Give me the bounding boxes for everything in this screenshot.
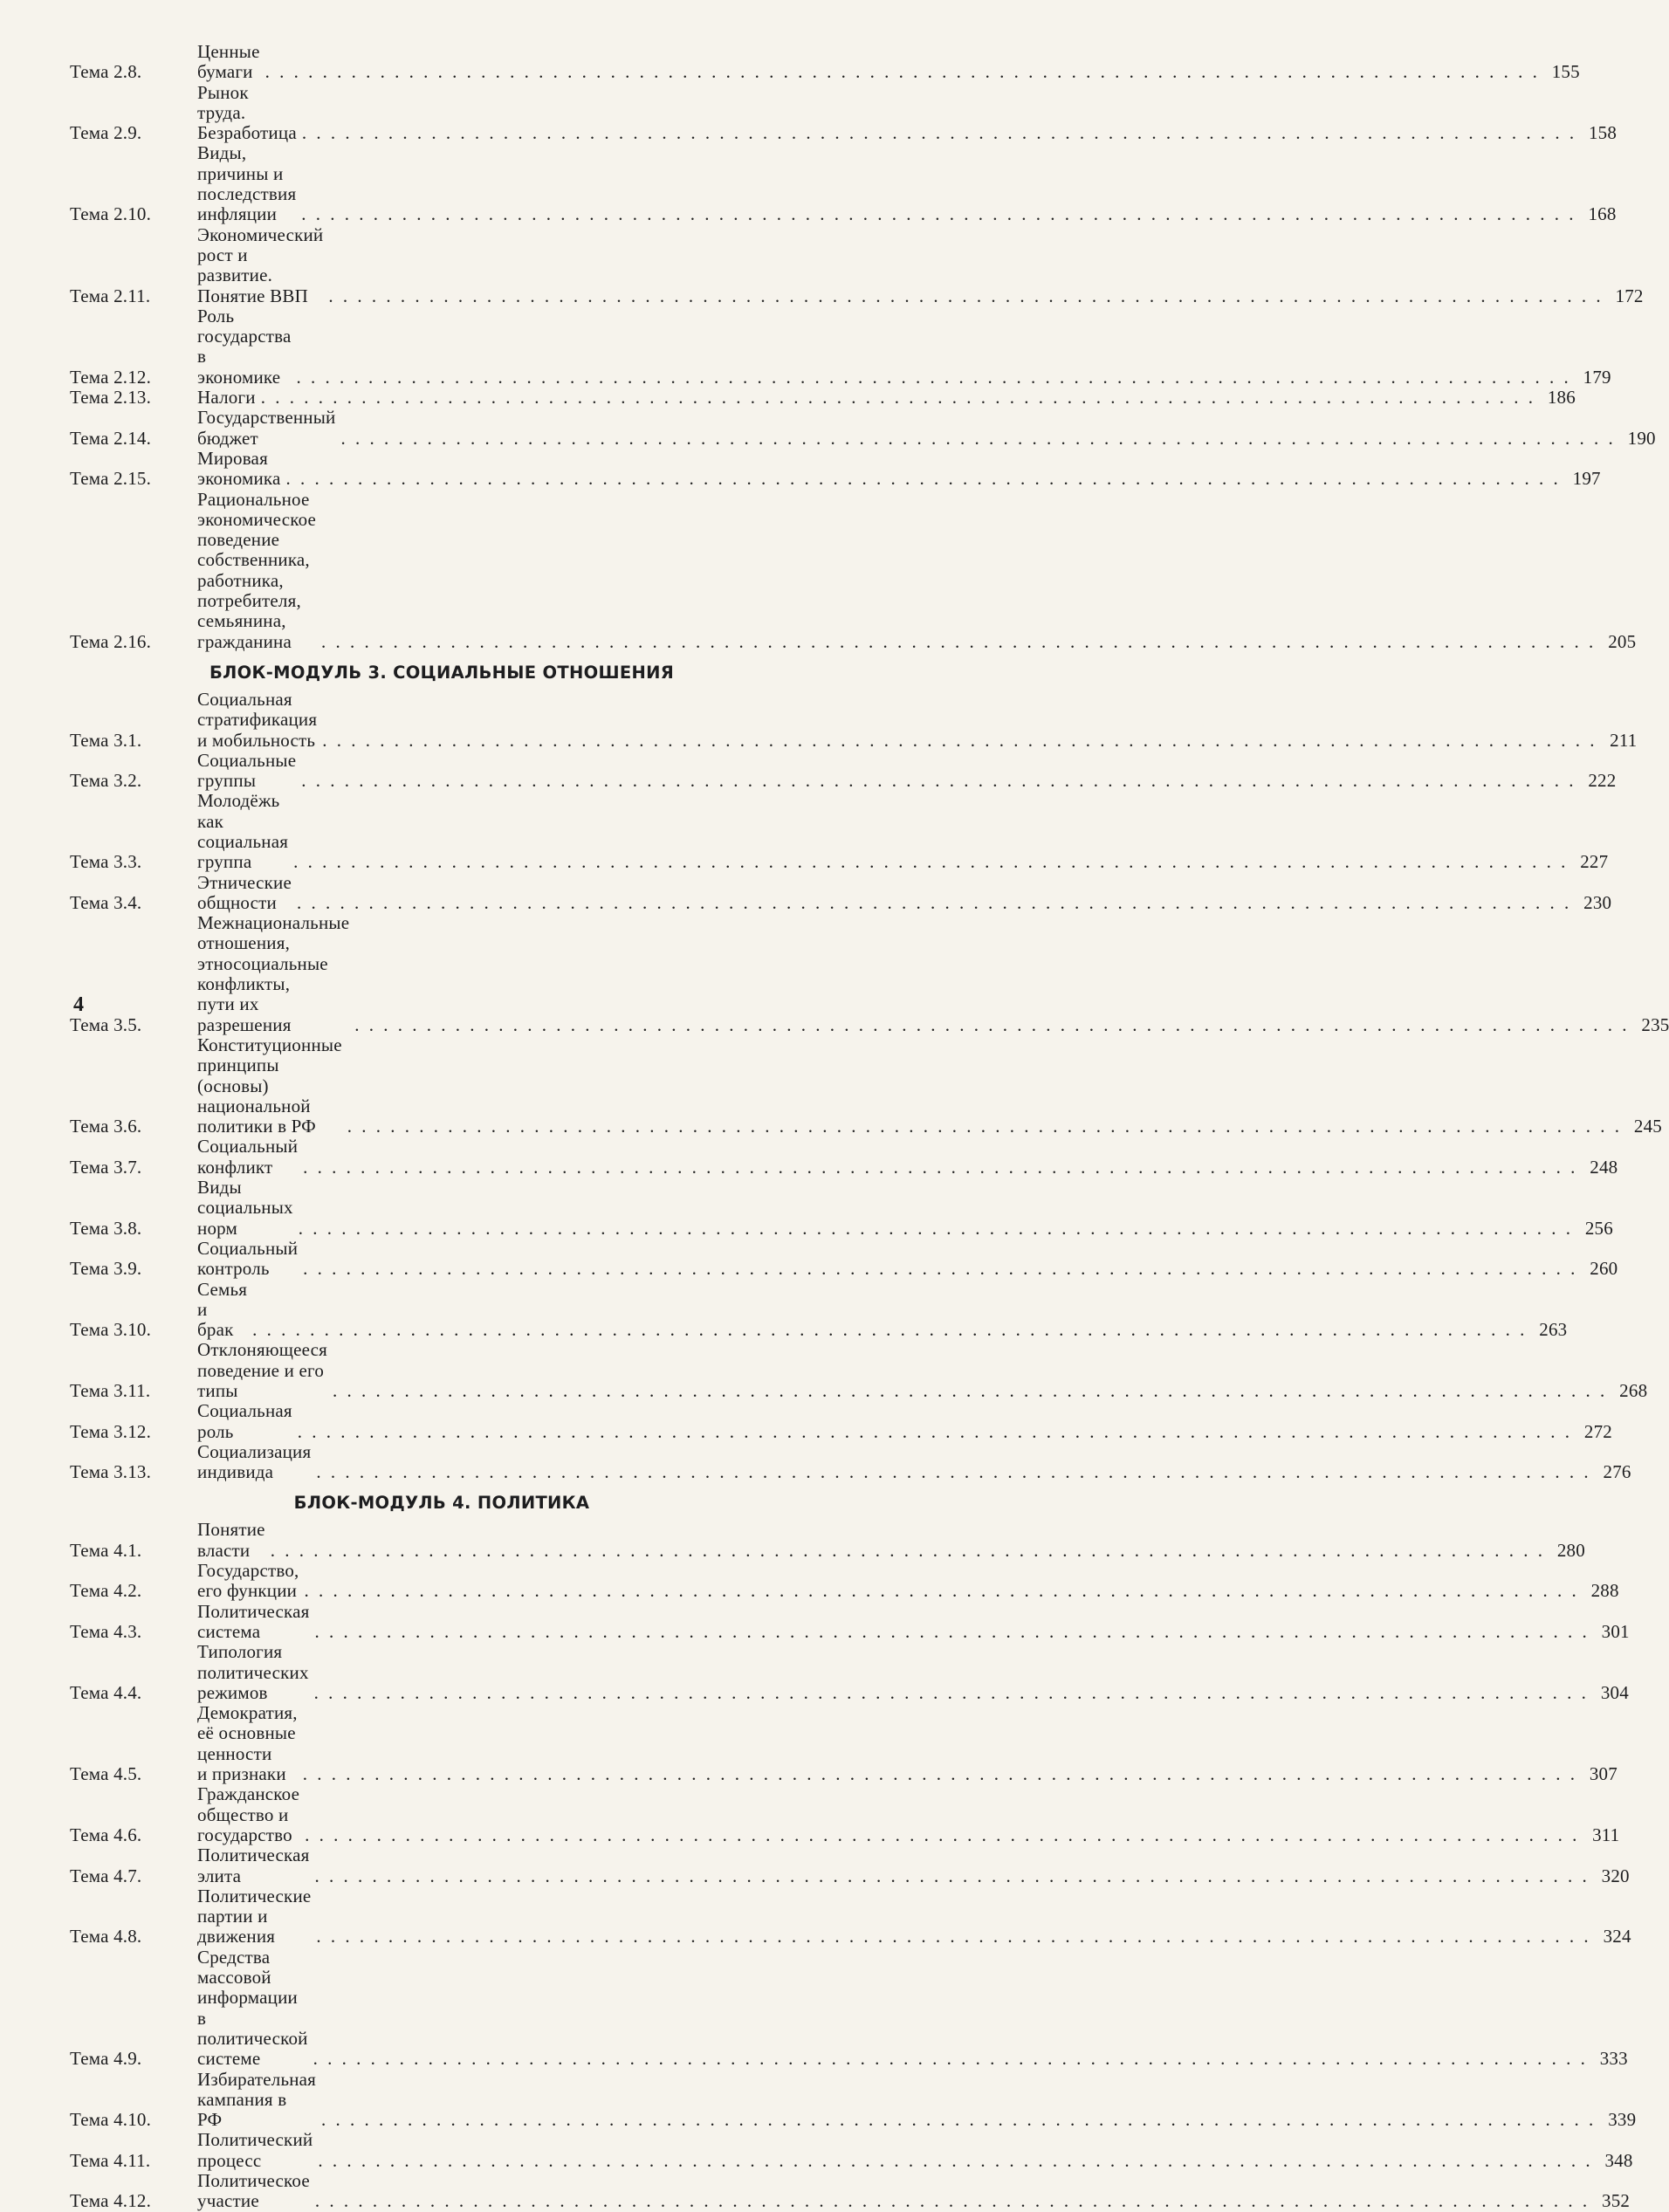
topic-number: Тема 2.12. — [70, 366, 152, 388]
topic-title: Гражданское общество и государство — [197, 1783, 300, 1845]
page-ref: 222 — [1588, 770, 1617, 792]
topic-number: Тема 2.15. — [70, 468, 152, 490]
topic-number: Тема 2.8. — [70, 61, 142, 83]
page-ref: 339 — [1608, 2109, 1637, 2131]
topic-number: Тема 3.9. — [70, 1258, 142, 1280]
topic-body — [197, 1440, 1631, 1483]
topic-body — [197, 1136, 1618, 1178]
topic-body — [197, 1844, 1630, 1886]
dot-leader — [314, 1683, 1589, 1703]
topic-body — [197, 1702, 1617, 1785]
topic-body — [197, 407, 1656, 449]
topic-title: Типология политических режимов — [197, 1641, 309, 1703]
dot-leader — [303, 1158, 1577, 1178]
topic-body — [197, 81, 1617, 144]
topic-title: Понятие власти — [197, 1519, 265, 1561]
topic-number: Тема 3.7. — [70, 1156, 142, 1178]
toc-entry[interactable] — [70, 1237, 1618, 1280]
topic-number: Тема 3.4. — [70, 891, 142, 913]
dot-leader — [271, 1541, 1545, 1561]
topic-number: Тема 3.13. — [70, 1461, 152, 1483]
page-ref: 205 — [1608, 630, 1637, 652]
page-ref: 276 — [1603, 1461, 1631, 1483]
topic-body — [197, 2169, 1631, 2212]
toc-entry[interactable] — [70, 1339, 1648, 1401]
dot-leader — [299, 1219, 1573, 1239]
page-ref: 348 — [1604, 2149, 1633, 2171]
toc-entry[interactable] — [70, 2169, 1631, 2212]
topic-number: Тема 4.3. — [70, 1620, 142, 1642]
topic-title: Экономический рост и развитие. Понятие ВВП — [197, 223, 324, 306]
dot-leader — [286, 469, 1561, 489]
page-ref: 304 — [1600, 1681, 1629, 1703]
toc-entry[interactable] — [70, 407, 1656, 449]
toc-entry[interactable] — [70, 1783, 1620, 1845]
topic-number: Тема 2.11. — [70, 285, 151, 306]
dot-leader — [328, 286, 1603, 306]
page-ref: 248 — [1590, 1156, 1618, 1178]
toc-entry[interactable] — [70, 387, 1576, 409]
topic-body — [197, 1339, 1648, 1401]
topic-number: Тема 3.1. — [70, 729, 142, 751]
toc-entry[interactable] — [70, 912, 1669, 1035]
topic-body — [197, 447, 1601, 490]
dot-leader — [313, 2049, 1588, 2069]
page-ref: 168 — [1588, 203, 1617, 225]
topic-number: Тема 3.3. — [70, 851, 142, 873]
topic-number: Тема 2.10. — [70, 203, 152, 225]
dot-leader — [298, 1422, 1572, 1442]
topic-body — [197, 912, 1669, 1035]
dot-leader — [297, 893, 1571, 913]
toc-entry[interactable] — [70, 688, 1638, 751]
topic-body — [197, 790, 1609, 873]
toc-entry[interactable] — [70, 305, 1611, 388]
topic-number: Тема 4.9. — [70, 2048, 142, 2070]
toc-entry[interactable] — [70, 81, 1617, 144]
topic-number: Тема 2.9. — [70, 122, 142, 144]
topic-body — [197, 1278, 1568, 1341]
topic-body — [197, 41, 1580, 83]
toc-entry[interactable] — [70, 790, 1609, 873]
topic-body — [197, 1237, 1618, 1280]
dot-leader — [333, 1381, 1607, 1401]
topic-body — [197, 305, 1611, 388]
topic-number: Тема 3.11. — [70, 1380, 151, 1401]
section-heading: БЛОК-МОДУЛЬ 3. СОЦИАЛЬНЫЕ ОТНОШЕНИЯ — [209, 662, 675, 683]
toc-entry[interactable] — [70, 1600, 1630, 1643]
page-ref: 235 — [1641, 1013, 1669, 1035]
topic-body — [197, 1177, 1613, 1239]
topic-title: Социализация индивида — [197, 1440, 312, 1483]
topic-number: Тема 4.11. — [70, 2149, 151, 2171]
topic-title: Налоги — [197, 387, 256, 409]
topic-body — [197, 1783, 1620, 1845]
topic-title: Демократия, её основные ценности и признаки — [197, 1702, 298, 1785]
topic-title: Средства массовой информации в политической системе — [197, 1946, 308, 2070]
page-ref: 197 — [1572, 468, 1601, 490]
topic-number: Тема 4.10. — [70, 2109, 152, 2131]
topic-body — [197, 488, 1637, 652]
page-ref: 230 — [1583, 891, 1612, 913]
dot-leader — [318, 2151, 1592, 2171]
topic-number: Тема 3.8. — [70, 1217, 142, 1239]
page-ref: 227 — [1580, 851, 1609, 873]
topic-number: Тема 4.2. — [70, 1580, 142, 1602]
topic-title: Рациональное экономическое поведение собственника, работника, потребителя, семьянина, гражданина — [197, 488, 317, 652]
toc-entry[interactable] — [70, 488, 1637, 652]
dot-leader — [315, 1622, 1590, 1642]
topic-title: Государство, его функции — [197, 1560, 299, 1602]
dot-leader — [305, 1825, 1579, 1845]
topic-number: Тема 2.13. — [70, 387, 152, 409]
dot-leader — [265, 62, 1540, 82]
toc-entry[interactable] — [70, 142, 1617, 225]
dot-leader — [315, 2191, 1590, 2211]
topic-title: Политическая система — [197, 1600, 310, 1642]
dot-leader — [261, 388, 1535, 408]
dot-leader — [301, 204, 1576, 224]
topic-title: Отклоняющееся поведение и его типы — [197, 1339, 328, 1401]
toc-entry[interactable] — [70, 2068, 1637, 2131]
topic-body — [197, 1946, 1628, 2070]
topic-number: Тема 3.6. — [70, 1116, 142, 1137]
toc-entry[interactable] — [70, 1177, 1613, 1239]
page-ref: 352 — [1602, 2190, 1631, 2212]
toc-entry[interactable] — [70, 447, 1601, 490]
topic-body — [197, 749, 1617, 792]
dot-leader — [322, 731, 1597, 751]
page-ref: 288 — [1590, 1580, 1619, 1602]
page-ref: 301 — [1601, 1620, 1630, 1642]
page-ref: 307 — [1589, 1763, 1617, 1785]
topic-body — [197, 2129, 1633, 2171]
page-ref: 155 — [1551, 61, 1580, 83]
page-ref: 186 — [1547, 387, 1576, 409]
topic-number: Тема 3.5. — [70, 1013, 142, 1035]
toc-entry[interactable] — [70, 1946, 1628, 2070]
topic-title: Семья и брак — [197, 1278, 248, 1341]
topic-body — [197, 1034, 1662, 1137]
dot-leader — [347, 1116, 1622, 1137]
topic-number: Тема 4.7. — [70, 1865, 142, 1886]
topic-title: Роль государства в экономике — [197, 305, 292, 388]
page-ref: 268 — [1619, 1380, 1648, 1401]
topic-title: Избирательная кампания в РФ — [197, 2068, 317, 2131]
toc-entry[interactable] — [70, 1885, 1631, 1948]
page-ref: 172 — [1615, 285, 1644, 306]
page-ref: 320 — [1601, 1865, 1630, 1886]
topic-number: Тема 4.12. — [70, 2190, 152, 2212]
topic-title: Политические партии и движения — [197, 1885, 312, 1948]
page-ref: 333 — [1599, 2048, 1628, 2070]
topic-body — [197, 223, 1644, 306]
topic-body — [197, 871, 1612, 914]
toc-entry[interactable] — [70, 1702, 1617, 1785]
toc-entry[interactable] — [70, 1519, 1585, 1561]
topic-number: Тема 4.4. — [70, 1681, 142, 1703]
toc-entry[interactable] — [70, 1560, 1619, 1602]
page-ref: 211 — [1610, 729, 1638, 751]
page-number: 4 — [73, 993, 84, 1016]
page-ref: 324 — [1603, 1926, 1631, 1948]
topic-title: Ценные бумаги — [197, 41, 260, 83]
dot-leader — [315, 1866, 1590, 1886]
topic-number: Тема 4.6. — [70, 1824, 142, 1845]
topic-body — [197, 1560, 1619, 1602]
topic-title: Мировая экономика — [197, 447, 281, 490]
toc-entry[interactable] — [70, 1034, 1662, 1137]
topic-title: Политический процесс — [197, 2129, 313, 2171]
topic-number: Тема 3.12. — [70, 1420, 152, 1442]
toc-entry[interactable] — [70, 223, 1644, 306]
dot-leader — [303, 1259, 1577, 1279]
page-ref: 245 — [1633, 1116, 1662, 1137]
dot-leader — [293, 852, 1568, 872]
section-heading: БЛОК-МОДУЛЬ 4. ПОЛИТИКА — [293, 1493, 590, 1514]
dot-leader — [340, 429, 1615, 449]
topic-title: Социальная роль — [197, 1400, 292, 1442]
dot-leader — [252, 1320, 1527, 1340]
topic-title: Рынок труда. Безработица — [197, 81, 297, 144]
topic-title: Социальные группы — [197, 749, 297, 792]
page-ref: 311 — [1592, 1824, 1620, 1845]
toc-entry[interactable] — [70, 1440, 1631, 1483]
topic-body — [197, 2068, 1637, 2131]
topic-title: Социальный конфликт — [197, 1136, 299, 1178]
topic-number: Тема 2.16. — [70, 630, 152, 652]
topic-number: Тема 3.2. — [70, 770, 142, 792]
topic-number: Тема 3.10. — [70, 1319, 152, 1341]
topic-number: Тема 4.8. — [70, 1926, 142, 1948]
topic-body — [197, 142, 1617, 225]
toc-entry[interactable] — [70, 749, 1617, 792]
dot-leader — [316, 1927, 1590, 1947]
toc-entry[interactable] — [70, 1844, 1630, 1886]
dot-leader — [303, 1764, 1577, 1784]
topic-body — [197, 1600, 1630, 1643]
page-ref: 263 — [1539, 1319, 1568, 1341]
page-ref: 179 — [1583, 366, 1611, 388]
topic-title: Виды социальных норм — [197, 1177, 293, 1239]
topic-body — [197, 387, 1576, 409]
dot-leader — [321, 632, 1596, 652]
topic-title: Социальная стратификация и мобильность — [197, 688, 318, 751]
page-ref: 158 — [1588, 122, 1617, 144]
page-ref: 260 — [1590, 1258, 1618, 1280]
dot-leader — [304, 1581, 1578, 1601]
topic-title: Молодёжь как социальная группа — [197, 790, 289, 873]
dot-leader — [302, 123, 1576, 143]
toc-entry[interactable] — [70, 1400, 1613, 1442]
toc-entry[interactable] — [70, 1136, 1618, 1178]
topic-title: Этнические общности — [197, 871, 292, 913]
page-ref: 272 — [1583, 1420, 1613, 1442]
topic-body — [197, 688, 1638, 751]
topic-number: Тема 4.1. — [70, 1539, 142, 1561]
toc-entry[interactable] — [70, 41, 1580, 83]
toc-entry[interactable] — [70, 1278, 1568, 1341]
toc-entry[interactable] — [70, 1641, 1629, 1703]
toc-entry[interactable] — [70, 2129, 1633, 2171]
topic-body — [197, 1519, 1585, 1561]
topic-title: Виды, причины и последствия инфляции — [197, 142, 297, 225]
dot-leader — [321, 2110, 1596, 2130]
dot-leader — [316, 1462, 1590, 1482]
topic-body — [197, 1885, 1631, 1948]
dot-leader — [301, 771, 1576, 791]
topic-title: Политическая элита — [197, 1844, 310, 1886]
dot-leader — [297, 368, 1571, 388]
topic-title: Межнациональные отношения, этносоциальные конфликты, пути их разрешения — [197, 912, 350, 1035]
page-ref: 256 — [1584, 1217, 1613, 1239]
topic-title: Государственный бюджет — [197, 407, 336, 449]
topic-body — [197, 1641, 1629, 1703]
topic-number: Тема 4.5. — [70, 1763, 142, 1785]
page-ref: 280 — [1556, 1539, 1585, 1561]
page-ref: 190 — [1627, 427, 1656, 449]
topic-number: Тема 2.14. — [70, 427, 152, 449]
dot-leader — [354, 1015, 1629, 1035]
topic-title: Политическое участие — [197, 2169, 310, 2212]
topic-title: Конституционные принципы (основы) национальной политики в РФ — [197, 1034, 342, 1137]
topic-title: Социальный контроль — [197, 1237, 299, 1280]
table-of-contents — [70, 41, 1669, 2212]
topic-body — [197, 1400, 1613, 1442]
toc-entry[interactable] — [70, 871, 1612, 914]
